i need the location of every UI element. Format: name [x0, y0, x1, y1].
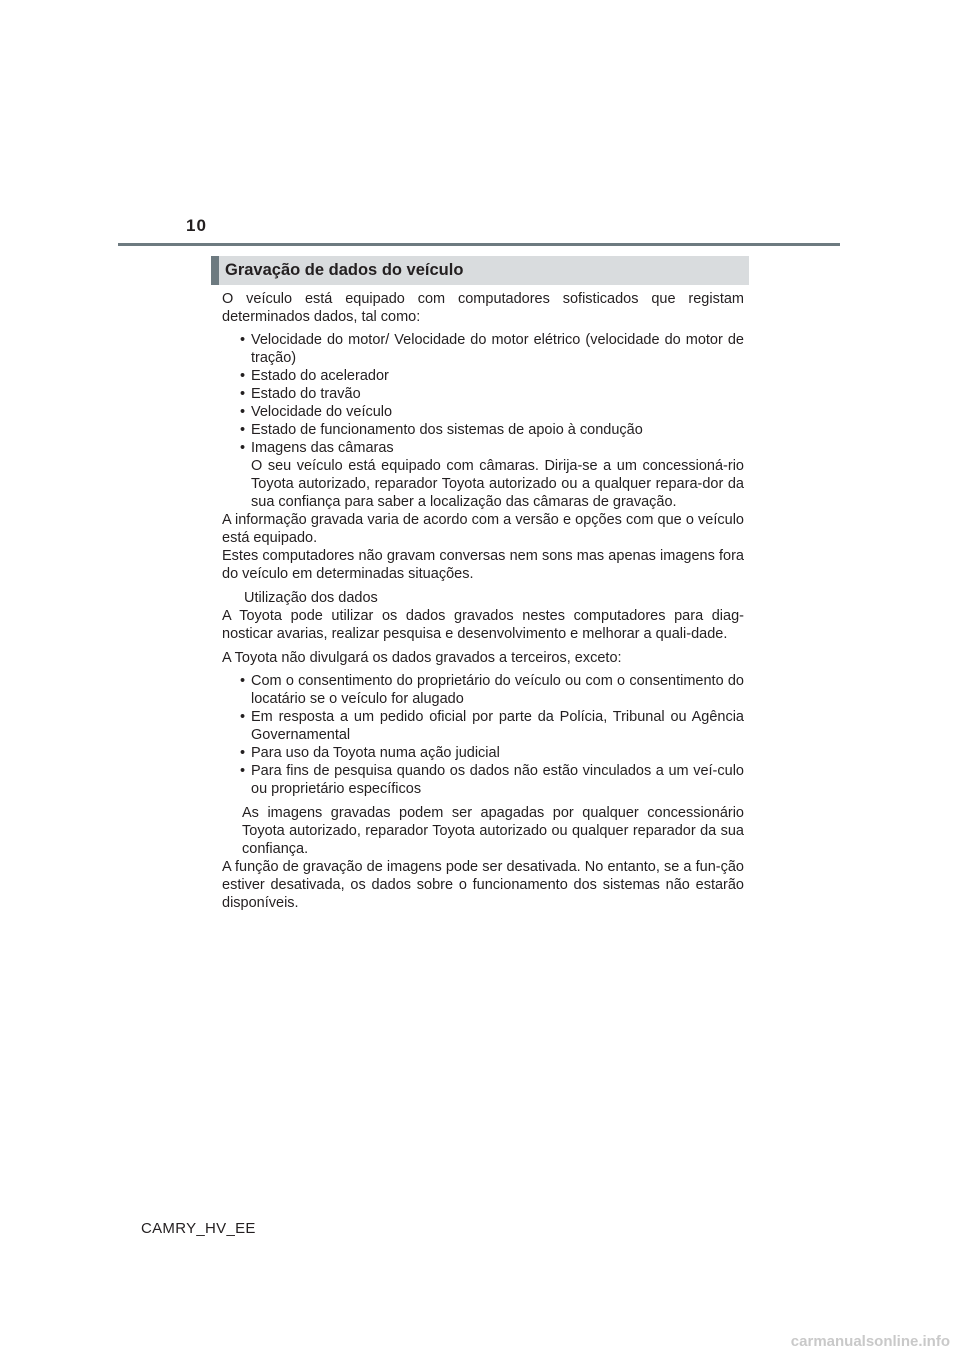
erase-note: As imagens gravadas podem ser apagadas por qualquer concessionário Toyota autorizado, reparador Toyota autorizado ou qualquer reparador da sua confiança.	[242, 805, 744, 857]
list-item: • Estado de funcionamento dos sistemas de apoio à condução	[240, 421, 744, 439]
list-item: • Imagens das câmaras	[240, 439, 744, 457]
section-accent	[211, 256, 219, 285]
intro-paragraph: O veículo está equipado com computadores sofisticados que registam determinados dados, tal como:	[222, 291, 744, 325]
page-number: 10	[186, 216, 207, 235]
disclosure-intro: A Toyota não divulgará os dados gravados a terceiros, exceto:	[222, 650, 622, 666]
final-paragraph: A função de gravação de imagens pode ser desativada. No entanto, se a fun-ção estiver desativada, os dados sobre o funcionamento dos sistemas não estarão disponíveis.	[222, 859, 744, 911]
list-item: • Velocidade do veículo	[240, 403, 744, 421]
version-paragraph: A informação gravada varia de acordo com a versão e opções com que o veículo está equipado.	[222, 512, 744, 546]
list-item: • Para uso da Toyota numa ação judicial	[240, 744, 744, 762]
watermark: carmanualsonline.info	[790, 1333, 950, 1350]
list-item: • Em resposta a um pedido oficial por parte da Polícia, Tribunal ou Agência Governamental	[240, 708, 744, 744]
content-body	[222, 290, 744, 912]
disclosure-list	[222, 672, 744, 798]
recorded-data-list	[222, 331, 744, 511]
usage-paragraph: A Toyota pode utilizar os dados gravados nestes computadores para diag-nosticar avarias, realizar pesquisa e desenvolvimento e melhorar a quali-dade.	[222, 608, 744, 642]
usage-heading: Utilização dos dados	[244, 590, 378, 606]
camera-note: O seu veículo está equipado com câmaras. Dirija-se a um concessioná-rio Toyota autorizado, reparador Toyota autorizado ou a qualquer repara-dor da sua confiança para saber a localização das câmaras de gravação.	[251, 458, 744, 510]
header-rule	[118, 243, 840, 246]
section-header	[211, 256, 749, 285]
footer-model-code: CAMRY_HV_EE	[141, 1220, 256, 1237]
list-item: • Estado do travão	[240, 385, 744, 403]
list-item: • Com o consentimento do proprietário do veículo ou com o consentimento do locatário se o veículo for alugado	[240, 672, 744, 708]
list-item: • Velocidade do motor/ Velocidade do motor elétrico (velocidade do motor de tração)	[240, 331, 744, 367]
list-item: • Estado do acelerador	[240, 367, 744, 385]
list-item: • Para fins de pesquisa quando os dados não estão vinculados a um veí-culo ou proprietário específicos	[240, 762, 744, 798]
no-audio-paragraph: Estes computadores não gravam conversas nem sons mas apenas imagens fora do veículo em determinadas situações.	[222, 548, 744, 582]
section-title: Gravação de dados do veículo	[225, 261, 464, 279]
